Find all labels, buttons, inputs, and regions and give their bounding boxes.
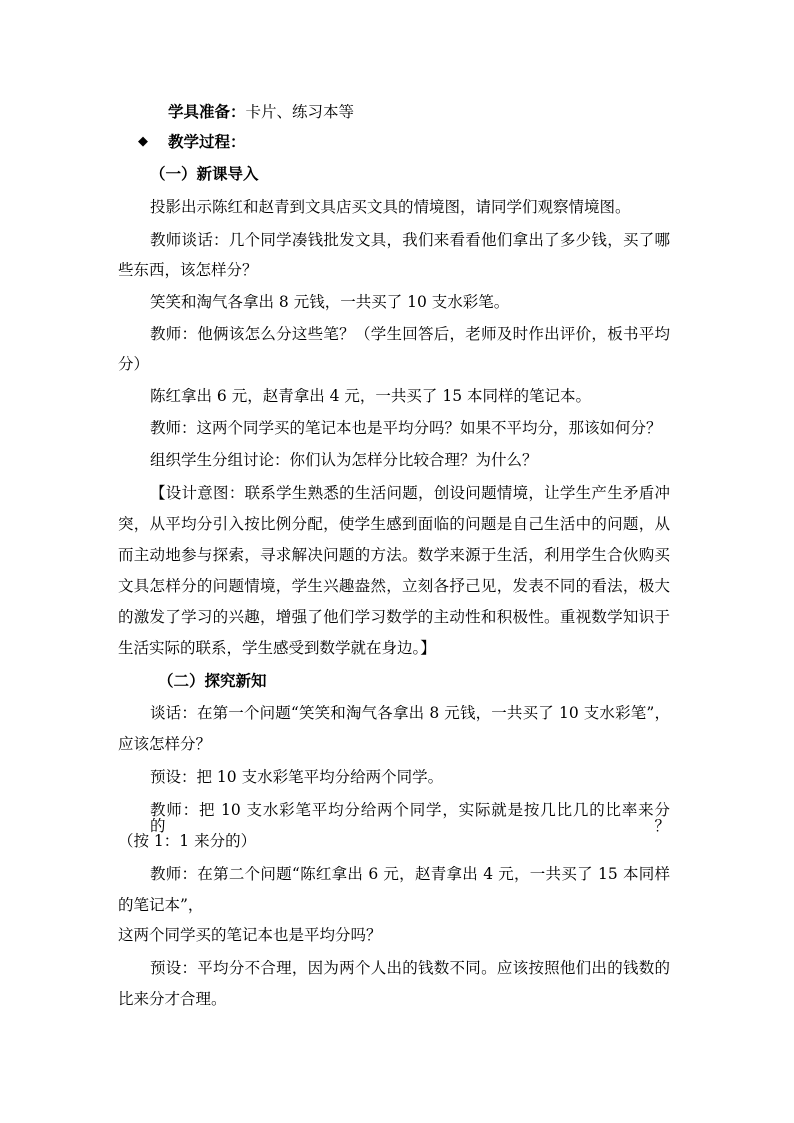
tools-label: 学具准备： bbox=[168, 102, 246, 121]
s1-paragraph-1: 投影出示陈红和赵青到文具店买文具的情境图，请同学们观察情境图。 bbox=[150, 198, 631, 216]
s1-paragraph-4-line-1: 教师：他俩该怎么分这些笔？（学生回答后，老师及时作出评价，板书平均 bbox=[150, 325, 670, 343]
s1-paragraph-4-line-2: 分） bbox=[118, 355, 150, 373]
design-intent-line-4: 文具怎样分的问题情境，学生兴趣盎然，立刻各抒己见，发表不同的看法，极大 bbox=[118, 577, 670, 595]
process-heading: 教学过程： bbox=[168, 132, 246, 151]
s2-paragraph-4-line-1: 教师：在第二个问题“陈红拿出 6 元，赵青拿出 4 元，一共买了 15 本同样 bbox=[150, 865, 670, 883]
s2-paragraph-3-line-2: （按 1：1 来分的） bbox=[118, 832, 257, 850]
design-intent-line-6: 生活实际的联系，学生感受到数学就在身边。】 bbox=[118, 639, 436, 657]
s2-paragraph-1-line-1: 谈话：在第一个问题“笑笑和淘气各拿出 8 元钱，一共买了 10 支水彩笔”， bbox=[150, 704, 670, 722]
s2-paragraph-4-line-3: 这两个同学买的笔记本也是平均分吗？ bbox=[118, 926, 382, 944]
s1-paragraph-6: 教师：这两个同学买的笔记本也是平均分吗？如果不平均分，那该如何分？ bbox=[150, 419, 662, 437]
section1-heading: （一）新课导入 bbox=[150, 164, 259, 183]
diamond-bullet-icon: ◆ bbox=[138, 134, 148, 149]
design-intent-line-5: 的激发了学习的兴趣，增强了他们学习数学的主动性和积极性。重视数学知识于 bbox=[118, 608, 670, 626]
s2-paragraph-1-line-2: 应该怎样分？ bbox=[118, 735, 212, 753]
tools-value: 卡片、练习本等 bbox=[245, 103, 355, 121]
tools-line bbox=[168, 104, 354, 121]
design-intent-line-1: 【设计意图：联系学生熟悉的生活问题，创设问题情境，让学生产生矛盾冲 bbox=[150, 484, 670, 502]
s1-paragraph-2-line-2: 些东西，该怎样分？ bbox=[118, 261, 258, 279]
section2-heading: （二）探究新知 bbox=[158, 671, 267, 690]
s2-paragraph-2: 预设：把 10 支水彩笔平均分给两个同学。 bbox=[150, 768, 444, 786]
s2-paragraph-4-line-2: 的笔记本”， bbox=[118, 896, 204, 914]
s1-paragraph-3: 笑笑和淘气各拿出 8 元钱，一共买了 10 支水彩笔。 bbox=[150, 293, 510, 311]
design-intent-line-3: 而主动地参与探索，寻求解决问题的方法。数学来源于生活，利用学生合伙购买 bbox=[118, 546, 670, 564]
s1-paragraph-5: 陈红拿出 6 元，赵青拿出 4 元，一共买了 15 本同样的笔记本。 bbox=[150, 387, 592, 405]
s2-paragraph-5-line-2: 比来分才合理。 bbox=[118, 990, 227, 1008]
design-intent-line-2: 突，从平均分引入按比例分配，使学生感到面临的问题是自己生活中的问题，从 bbox=[118, 515, 670, 533]
s2-paragraph-3-line-1: 教师：把 10 支水彩笔平均分给两个同学，实际就是按几比几的比率来分的？ bbox=[150, 801, 670, 835]
s1-paragraph-7: 组织学生分组讨论：你们认为怎样分比较合理？为什么？ bbox=[150, 451, 538, 469]
s2-paragraph-5-line-1: 预设：平均分不合理，因为两个人出的钱数不同。应该按照他们出的钱数的 bbox=[150, 959, 670, 977]
s1-paragraph-2-line-1: 教师谈话：几个同学凑钱批发文具，我们来看看他们拿出了多少钱，买了哪 bbox=[150, 231, 670, 249]
